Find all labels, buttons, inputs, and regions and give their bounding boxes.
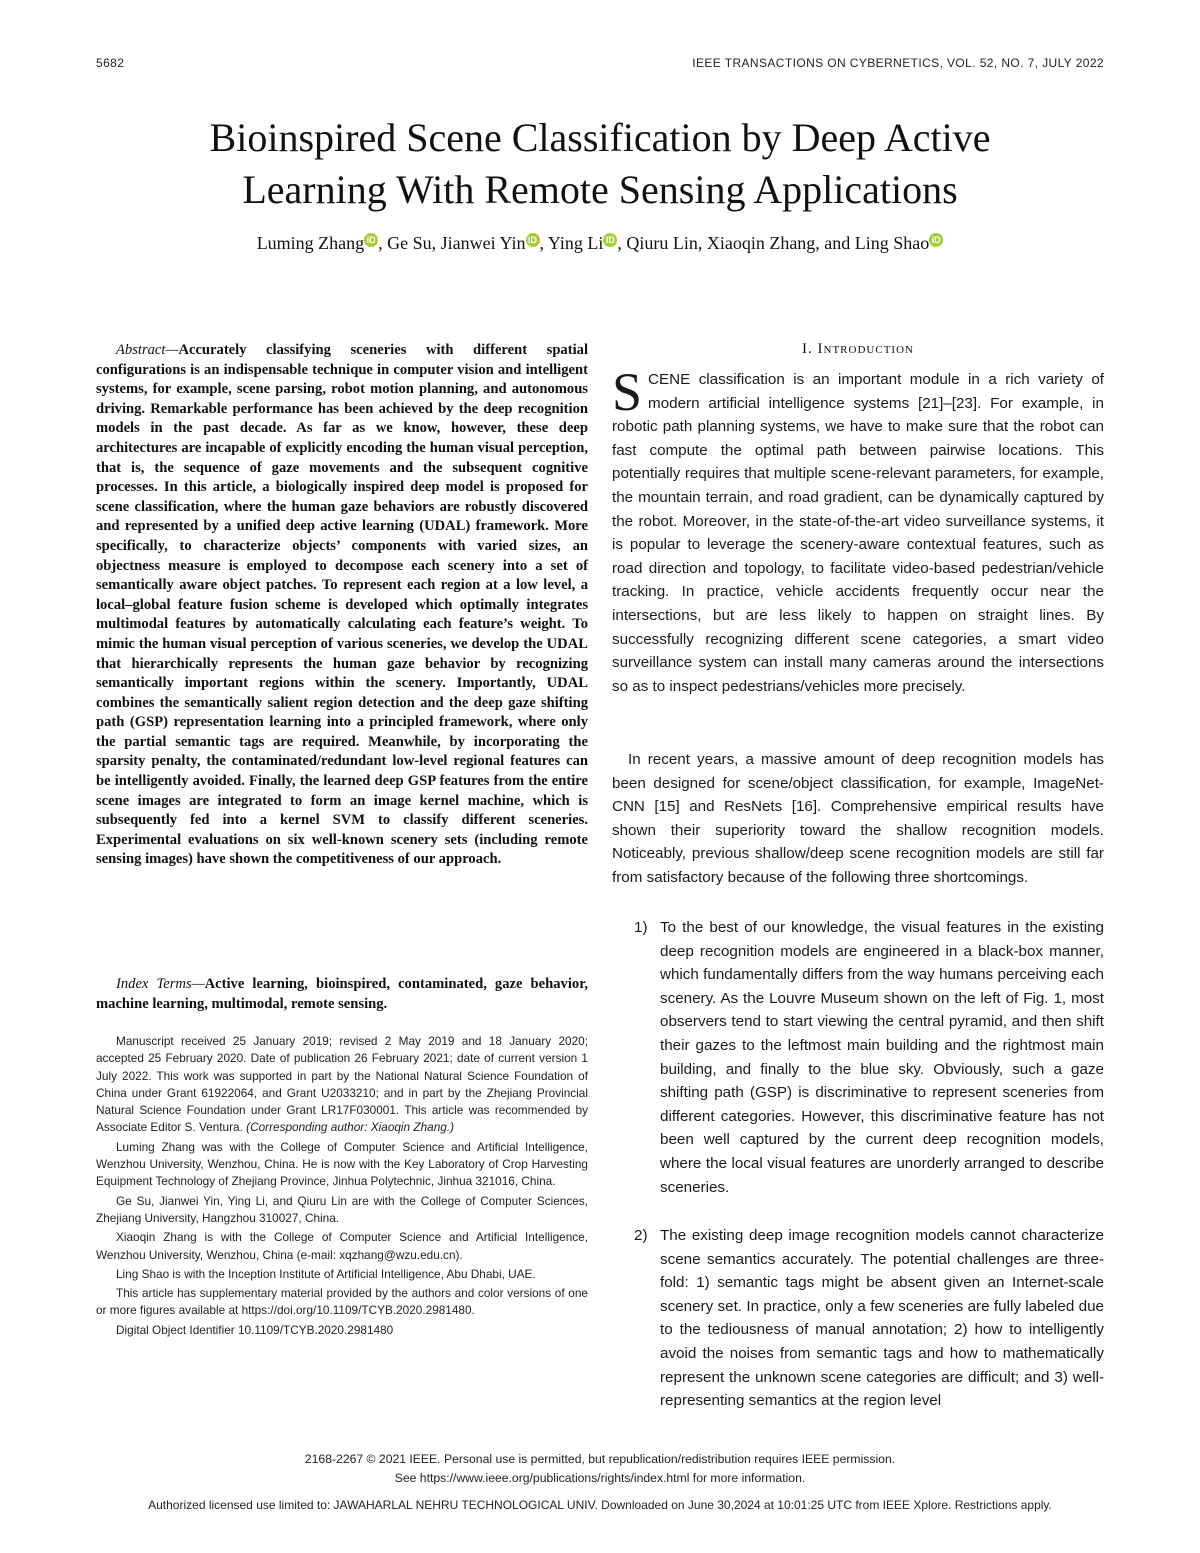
footnotes — [96, 1033, 588, 1341]
author-5-7: , Qiuru Lin, Xiaoqin Zhang, and Ling Shao — [617, 233, 930, 253]
author-list — [0, 230, 1200, 256]
author-4: , Ying Li — [539, 233, 604, 253]
title-line-1: Bioinspired Scene Classification by Deep Active — [209, 115, 991, 160]
rights-link[interactable]: See https://www.ieee.org/publications/rights/index.html for more information. — [394, 1471, 806, 1485]
corresponding-author: (Corresponding author: Xiaoqin Zhang.) — [246, 1120, 455, 1135]
index-terms-text: Active learning, bioinspired, contaminated, gaze behavior, machine learning, multimodal, remote sensing. — [96, 976, 588, 1012]
list-item — [612, 1224, 1104, 1413]
index-terms-label: Index Terms— — [116, 976, 205, 992]
list-number: 2) — [634, 1227, 648, 1244]
orcid-icon[interactable]: iD — [526, 233, 540, 247]
affiliation-note: Luming Zhang was with the College of Computer Science and Artificial Intelligence, Wenzhou University, Wenzhou, China. He is now with the Key Laboratory of Crop Harvesting Equipment Technology of Zhejiang Province, Jinhua Polytechnic, Jinhua 321016, China. — [96, 1139, 588, 1189]
paper-title — [0, 112, 1200, 216]
list-number: 1) — [634, 919, 648, 936]
page-number: 5682 — [96, 56, 125, 70]
abstract-text: Accurately classifying sceneries with different spatial configurations is an indispensable technique in computer vision and intelligent systems, for example, scene parsing, robot motion planning, and autonomous driving. Remarkable performance has been achieved by the deep recognition models in the past decade. As far as we know, however, these deep architectures are incapable of explicitly encoding the human visual perception, that is, the sequence of gaze movements and the subsequent cognitive processes. In this article, a biologically inspired deep model is proposed for scene classification, where the human gaze behaviors are robustly discovered and represented by a unified deep active learning (UDAL) framework. More specifically, to characterize objects’ components with varied sizes, an objectness measure is employed to decompose each scenery into a set of semantically aware object patches. To represent each region at a low level, a local–global feature fusion scheme is developed which optimally integrates multimodal features by automatically calculating each feature’s weight. To mimic the human visual perception of various sceneries, we develop the UDAL that hierarchically represents the human gaze behavior by recognizing semantically important regions within the scenery. Importantly, UDAL combines the semantically salient region detection and the deep gaze shifting path (GSP) representation learning into a principled framework, where only the partial semantic tags are required. Meanwhile, by incorporating the sparsity penalty, the contaminated/redundant low-level regional features can be intelligently avoided. Finally, the learned deep GSP features from the entire scene images are integrated to form an image kernel machine, which is subsequently fed into a kernel SVM to classify different sceneries. Experimental evaluations on six well-known scenery sets (including remote sensing images) have shown the competitiveness of our approach. — [96, 342, 588, 868]
title-line-2: Learning With Remote Sensing Applications — [242, 167, 958, 212]
intro-paragraph-1: SCENE classification is an important module in a rich variety of modern artificial intelligence systems [21]–[23]. For example, in robotic path planning systems, we have to make sure that the robot can fast compute the optimal path between pairwise locations. This potentially requires that multiple scene-relevant parameters, for example, the mountain terrain, and road gradient, can be dynamically captured by the robot. Moreover, in the state-of-the-art video surveillance systems, it is popular to leverage the scenery-aware contextual features, such as road direction and topology, to facilitate video-based pedestrian/vehicle tracking. In practice, vehicle accidents frequently occur near the intersections, but are less likely to happen on straight lines. By successfully recognizing different scene categories, a smart video surveillance system can install many cameras around the intersections so as to inspect pedestrians/vehicles more precisely. — [612, 362, 1104, 695]
author-1: Luming Zhang — [256, 233, 365, 253]
list-text: To the best of our knowledge, the visual features in the existing deep recognition models are engineered in a black-box manner, which fundamentally differs from the way humans perceiving each scenery. As the Louvre Museum shown on the left of Fig. 1, most observers tend to start viewing the central pyramid, and then shift their gazes to the leftmost main building and the rightmost main building, and finally to the blue sky. Obviously, such a gaze shifting path (GSP) is discriminative to represent sceneries from different categories. However, this discriminative feature has not been well captured by the current deep recognition models, where the local visual features are unorderly arranged to describe sceneries. — [660, 919, 1104, 1196]
orcid-icon[interactable]: iD — [364, 233, 378, 247]
copyright-notice: 2168-2267 © 2021 IEEE. Personal use is permitted, but republication/redistribution requires IEEE permission. See https://www.ieee.org/publications/rights/index.html for more information. — [0, 1450, 1200, 1488]
license-notice: Authorized licensed use limited to: JAWAHARLAL NEHRU TECHNOLOGICAL UNIV. Downloaded on June 30,2024 at 10:01:25 UTC from IEEE Xplore. Restrictions apply. — [148, 1498, 1052, 1512]
affiliation-note: Ge Su, Jianwei Yin, Ying Li, and Qiuru Lin are with the College of Computer Sciences, Zhejiang University, Hangzhou 310027, China. — [96, 1193, 588, 1225]
index-terms — [96, 975, 588, 1014]
author-2-3: , Ge Su, Jianwei Yin — [378, 233, 526, 253]
doi-note: Digital Object Identifier 10.1109/TCYB.2020.2981480 — [116, 1322, 394, 1337]
supplementary-note: This article has supplementary material provided by the authors and color versions of one or more figures available at https://doi.org/10.1109/TCYB.2020.2981480. — [96, 1286, 588, 1318]
section-heading: I. Introduction — [802, 341, 914, 357]
abstract — [96, 341, 588, 870]
list-item — [612, 916, 1104, 1199]
affiliation-note: Xiaoqin Zhang is with the College of Computer Science and Artificial Intelligence, Wenzhou University, Wenzhou, China (e-mail: xqzhang@wzu.edu.cn). — [96, 1230, 588, 1262]
affiliation-note: Ling Shao is with the Inception Institute of Artificial Intelligence, Abu Dhabi, UAE. — [116, 1266, 536, 1281]
list-text: The existing deep image recognition models cannot characterize scene semantics accurately. The potential challenges are three-fold: 1) semantic tags might be absent given an Internet-scale scenery set. In practice, only a few sceneries are fully labeled due to the tediousness of manual annotation; 2) how to intelligently avoid the noises from semantic tags and how to mathematically represent the unknown scene categories are difficult; and 3) well-representing semantics at the region level — [660, 1227, 1104, 1410]
manuscript-note: Manuscript received 25 January 2019; revised 2 May 2019 and 18 January 2020; accepted 25 February 2020. Date of publication 26 February 2021; date of current version 1 July 2022. This work was supported in part by the National Natural Science Foundation of China under Grant 61922064, and Grant U2033210; and in part by the Zhejiang Provincial Natural Science Foundation under Grant LR17F030001. This article was recommended by Associate Editor S. Ventura. (Corresponding author: Xiaoqin Zhang.) — [96, 1034, 588, 1135]
abstract-label: Abstract— — [116, 342, 179, 358]
drop-cap: S — [612, 362, 643, 422]
journal-header: IEEE TRANSACTIONS ON CYBERNETICS, VOL. 52, NO. 7, JULY 2022 — [692, 56, 1104, 70]
orcid-icon[interactable]: iD — [603, 233, 617, 247]
orcid-icon[interactable]: iD — [929, 233, 943, 247]
intro-paragraph-2: In recent years, a massive amount of deep recognition models has been designed for scene/object classification, for example, ImageNet-CNN [15] and ResNets [16]. Comprehensive empirical results have shown their superiority toward the shallow recognition models. Noticeably, previous shallow/deep scene recognition models are still far from satisfactory because of the following three shortcomings. — [612, 751, 1104, 886]
